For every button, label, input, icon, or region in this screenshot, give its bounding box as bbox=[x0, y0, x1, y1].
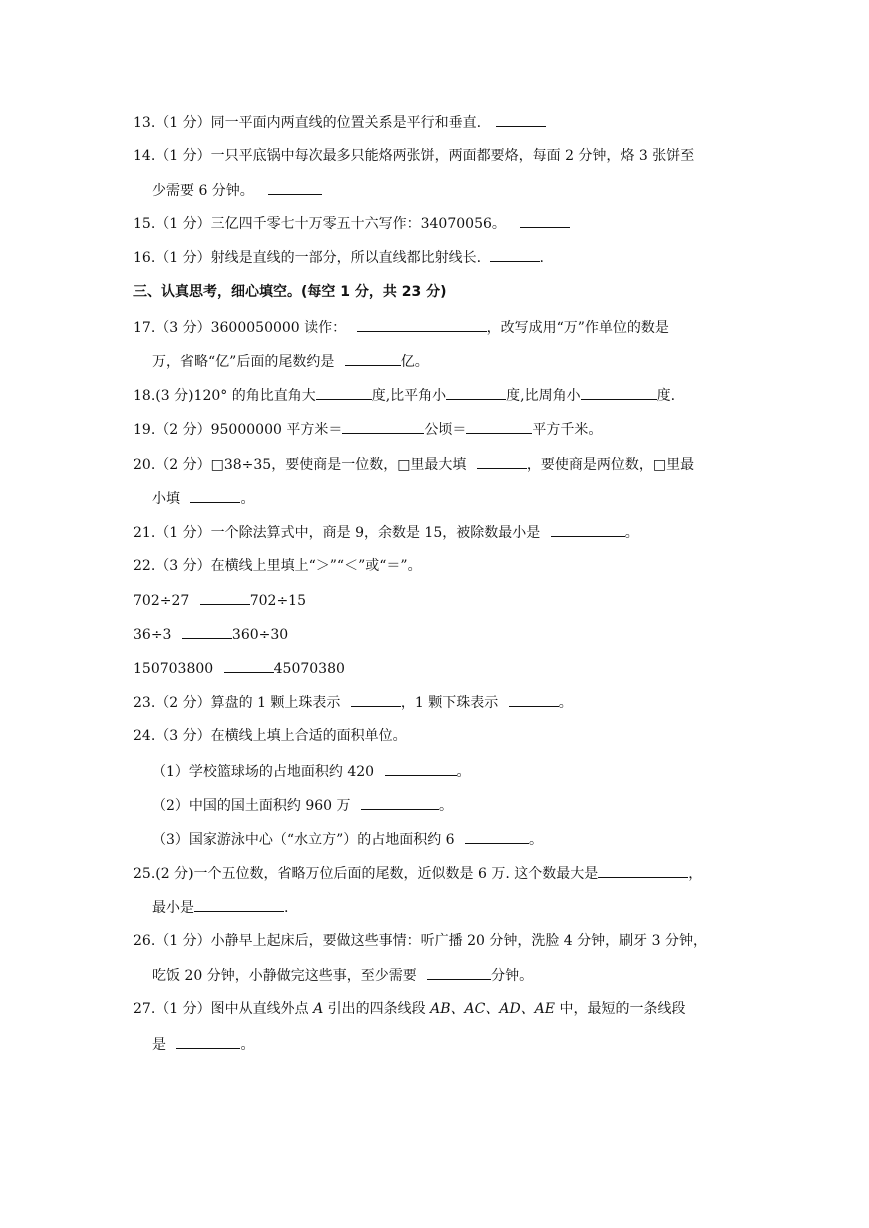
question-13 bbox=[133, 112, 546, 133]
expression-left: 36÷3 bbox=[133, 627, 172, 643]
comparison-row bbox=[133, 590, 306, 611]
answer-blank[interactable] bbox=[551, 522, 625, 537]
question-text: 13.（1 分）同一平面内两直线的位置关系是平行和垂直. bbox=[133, 115, 482, 131]
question-24-part-1 bbox=[152, 761, 471, 782]
point-label: A bbox=[313, 1001, 324, 1017]
question-text: ， bbox=[688, 866, 703, 882]
question-text: 18.(3 分)120° 的角比直角大 bbox=[133, 388, 316, 404]
question-text: 19.（2 分）95000000 平方米＝ bbox=[133, 422, 343, 438]
answer-blank[interactable] bbox=[466, 419, 532, 434]
question-text: 平方千米。 bbox=[532, 422, 603, 438]
question-17-line-1 bbox=[133, 317, 669, 338]
question-text: 。 bbox=[240, 1037, 255, 1053]
question-text: 分钟。 bbox=[491, 968, 534, 984]
question-text: 21.（1 分）一个除法算式中，商是 9，余数是 15，被除数最小是 bbox=[133, 525, 541, 541]
answer-blank[interactable] bbox=[357, 317, 487, 332]
question-text: （2）中国的国土面积约 960 万 bbox=[152, 798, 351, 814]
question-text: 度. bbox=[656, 388, 676, 404]
question-14-line-2 bbox=[152, 180, 322, 201]
expression-right: 360÷30 bbox=[231, 627, 289, 643]
question-text: . bbox=[284, 900, 289, 916]
question-16 bbox=[133, 247, 544, 268]
comparison-row bbox=[133, 658, 345, 679]
answer-blank[interactable] bbox=[361, 795, 439, 810]
expression-right: 45070380 bbox=[273, 661, 345, 677]
question-text: 是 bbox=[152, 1037, 166, 1053]
answer-blank[interactable] bbox=[490, 247, 540, 262]
question-22 bbox=[133, 556, 422, 576]
question-text: 24.（3 分）在横线上填上合适的面积单位。 bbox=[133, 728, 407, 744]
answer-blank[interactable] bbox=[268, 180, 322, 195]
question-text: 。 bbox=[240, 491, 255, 507]
answer-blank[interactable] bbox=[496, 112, 546, 127]
answer-blank[interactable] bbox=[316, 385, 372, 400]
answer-blank[interactable] bbox=[477, 454, 527, 469]
question-text: 15.（1 分）三亿四千零七十万零五十六写作：34070056。 bbox=[133, 216, 506, 232]
section-title: 三、认真思考，细心填空。(每空 1 分，共 23 分) bbox=[133, 284, 447, 300]
question-19 bbox=[133, 419, 602, 440]
answer-blank[interactable] bbox=[345, 351, 401, 366]
question-text: 吃饭 20 分钟，小静做完这些事，至少需要 bbox=[152, 968, 417, 984]
question-text: 。 bbox=[624, 525, 639, 541]
answer-blank[interactable] bbox=[465, 829, 529, 844]
question-27-line-2 bbox=[152, 1034, 254, 1055]
question-17-line-2 bbox=[152, 351, 429, 372]
question-text: 少需要 6 分钟。 bbox=[152, 183, 254, 199]
answer-blank[interactable] bbox=[342, 419, 424, 434]
question-text: 。 bbox=[558, 695, 573, 711]
question-text: 27.（1 分）图中从直线外点 bbox=[133, 1001, 309, 1017]
question-text: （3）国家游泳中心（“水立方”）的占地面积约 6 bbox=[152, 832, 455, 848]
question-text: ，1 颗下珠表示 bbox=[400, 695, 499, 711]
question-18 bbox=[133, 385, 675, 406]
answer-blank[interactable] bbox=[200, 590, 250, 605]
question-text: 17.（3 分）3600050000 读作： bbox=[133, 320, 347, 336]
question-text: 最小是 bbox=[152, 900, 194, 916]
question-text: . bbox=[539, 250, 544, 266]
question-text: 14.（1 分）一只平底锅中每次最多只能烙两张饼，两面都要烙，每面 2 分钟，烙 3 张饼至 bbox=[133, 148, 695, 164]
question-text: 中，最短的一条线段 bbox=[559, 1001, 686, 1017]
question-text: ，改写成用“万”作单位的数是 bbox=[486, 320, 669, 336]
question-text: 引出的四条线段 bbox=[327, 1001, 426, 1017]
answer-blank[interactable] bbox=[427, 965, 491, 980]
question-text: 26.（1 分）小静早上起床后，要做这些事情：听广播 20 分钟，洗脸 4 分钟，刷牙 3 分钟， bbox=[133, 933, 707, 949]
segment-labels: AB、AC、AD、AE bbox=[430, 1001, 555, 1017]
expression-right: 702÷15 bbox=[249, 593, 307, 609]
question-15 bbox=[133, 213, 570, 234]
question-21 bbox=[133, 522, 639, 543]
question-text: 。 bbox=[438, 798, 453, 814]
question-text: （1）学校篮球场的占地面积约 420 bbox=[152, 764, 375, 780]
question-20-line-1 bbox=[133, 454, 694, 475]
question-27-line-1 bbox=[133, 999, 685, 1019]
answer-blank[interactable] bbox=[446, 385, 506, 400]
answer-blank[interactable] bbox=[176, 1034, 240, 1049]
answer-blank[interactable] bbox=[598, 863, 688, 878]
question-text: 公顷＝ bbox=[424, 422, 467, 438]
question-24 bbox=[133, 726, 407, 746]
answer-blank[interactable] bbox=[520, 213, 570, 228]
question-26-line-1 bbox=[133, 931, 707, 951]
question-text: 亿。 bbox=[400, 354, 429, 370]
question-14-line-1 bbox=[133, 146, 694, 166]
question-text: 25.(2 分)一个五位数，省略万位后面的尾数，近似数是 6 万. 这个数最大是 bbox=[133, 866, 599, 882]
question-text: 。 bbox=[529, 832, 544, 848]
answer-blank[interactable] bbox=[509, 692, 559, 707]
question-25-line-2 bbox=[152, 897, 288, 918]
question-text: ，要使商是两位数，□里最 bbox=[526, 457, 695, 473]
question-25-line-1 bbox=[133, 863, 702, 884]
expression-left: 150703800 bbox=[133, 661, 214, 677]
question-text: 23.（2 分）算盘的 1 颗上珠表示 bbox=[133, 695, 341, 711]
question-text: 万，省略“亿”后面的尾数约是 bbox=[152, 354, 335, 370]
answer-blank[interactable] bbox=[182, 624, 232, 639]
question-text: 小填 bbox=[152, 491, 180, 507]
answer-blank[interactable] bbox=[194, 897, 284, 912]
answer-blank[interactable] bbox=[224, 658, 274, 673]
answer-blank[interactable] bbox=[190, 488, 240, 503]
question-text: 度,比周角小 bbox=[506, 388, 581, 404]
question-text: 。 bbox=[456, 764, 471, 780]
comparison-row bbox=[133, 624, 288, 645]
answer-blank[interactable] bbox=[385, 761, 457, 776]
question-20-line-2 bbox=[152, 488, 254, 509]
question-text: 度,比平角小 bbox=[371, 388, 447, 404]
question-24-part-3 bbox=[152, 829, 543, 850]
expression-left: 702÷27 bbox=[133, 593, 190, 609]
question-26-line-2 bbox=[152, 965, 533, 986]
question-text: 16.（1 分）射线是直线的一部分，所以直线都比射线长. bbox=[133, 250, 482, 266]
answer-blank[interactable] bbox=[581, 385, 657, 400]
question-23 bbox=[133, 692, 573, 713]
question-text: 20.（2 分）□38÷35，要使商是一位数，□里最大填 bbox=[133, 457, 467, 473]
answer-blank[interactable] bbox=[351, 692, 401, 707]
question-text: 22.（3 分）在横线上里填上“＞”“＜”或“＝”。 bbox=[133, 558, 422, 574]
question-24-part-2 bbox=[152, 795, 453, 816]
